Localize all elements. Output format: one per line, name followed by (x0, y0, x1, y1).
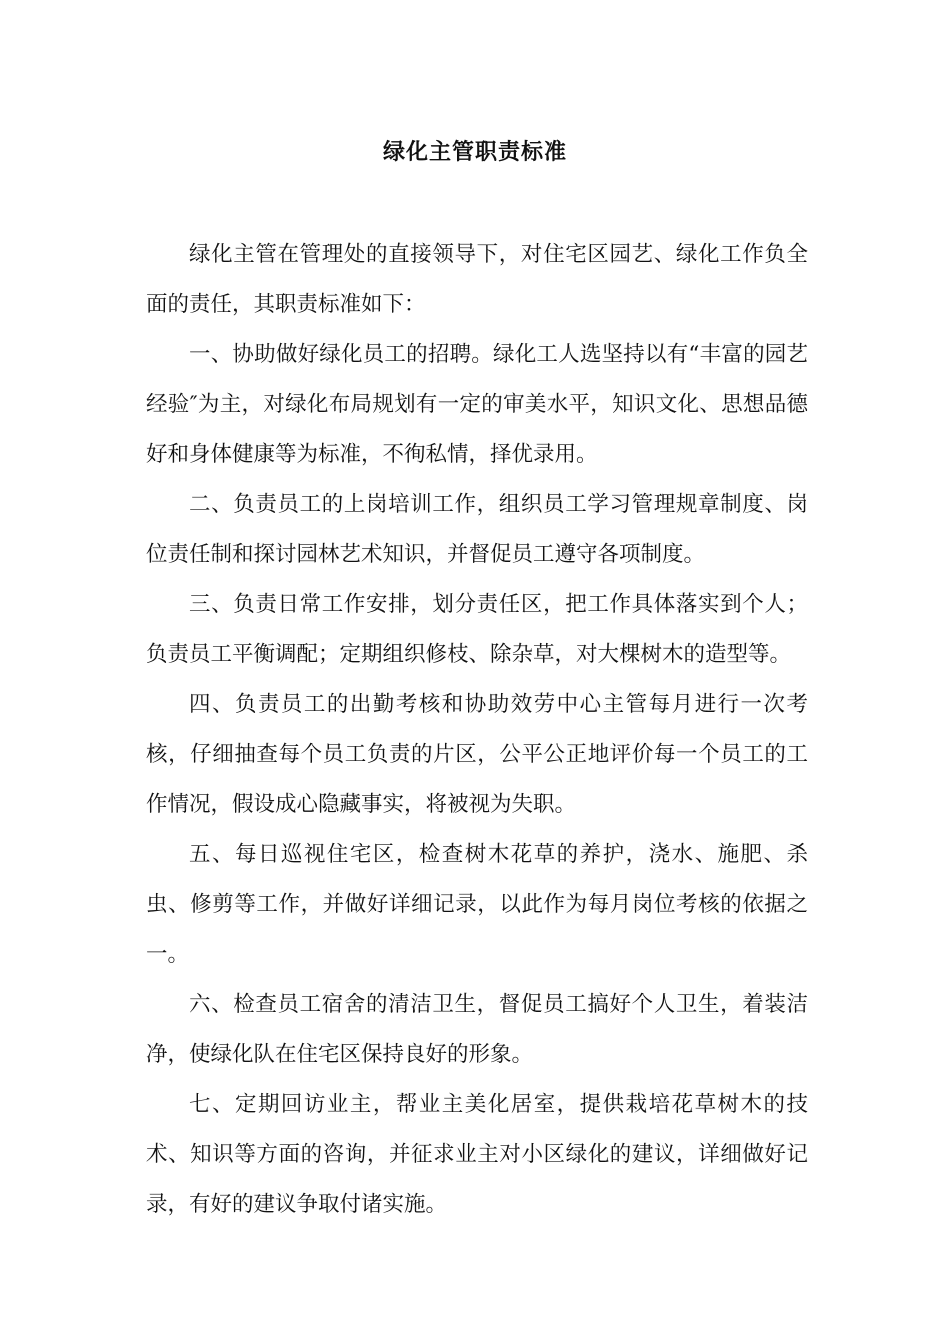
document-title: 绿化主管职责标准 (382, 139, 567, 165)
paragraph-5-inspection: 五、每日巡视住宅区，检查树木花草的养护，浇水、施肥、杀虫、修剪等工作，并做好详细记录，以此作为每月岗位考核的依据之一。 (146, 842, 808, 967)
paragraph-7-owner-visits: 七、定期回访业主，帮业主美化居室，提供栽培花草树木的技术、知识等方面的咨询，并征求业主对小区绿化的建议，详细做好记录，有好的建议争取付诸实施。 (146, 1092, 808, 1217)
paragraph-1-recruitment: 一、协助做好绿化员工的招聘。绿化工人选坚持以有“丰富的园艺经验″为主，对绿化布局规划有一定的审美水平，知识文化、思想品德好和身体健康等为标准，不徇私情，择优录用。 (146, 342, 808, 467)
paragraph-6-dormitory: 六、检查员工宿舍的清洁卫生，督促员工搞好个人卫生，着装洁净，使绿化队在住宅区保持良好的形象。 (146, 992, 808, 1067)
document-body (146, 230, 808, 1230)
paragraph-4-attendance: 四、负责员工的出勤考核和协助效劳中心主管每月进行一次考核，仔细抽查每个员工负责的片区，公平公正地评价每一个员工的工作情况，假设成心隐藏事实，将被视为失职。 (146, 692, 808, 817)
paragraph-intro: 绿化主管在管理处的直接领导下，对住宅区园艺、绿化工作负全面的责任，其职责标准如下： (146, 242, 808, 317)
paragraph-2-training: 二、负责员工的上岗培训工作，组织员工学习管理规章制度、岗位责任制和探讨园林艺术知识，并督促员工遵守各项制度。 (146, 492, 808, 567)
paragraph-3-scheduling: 三、负责日常工作安排，划分责任区，把工作具体落实到个人；负责员工平衡调配；定期组织修枝、除杂草，对大棵树木的造型等。 (146, 592, 808, 667)
